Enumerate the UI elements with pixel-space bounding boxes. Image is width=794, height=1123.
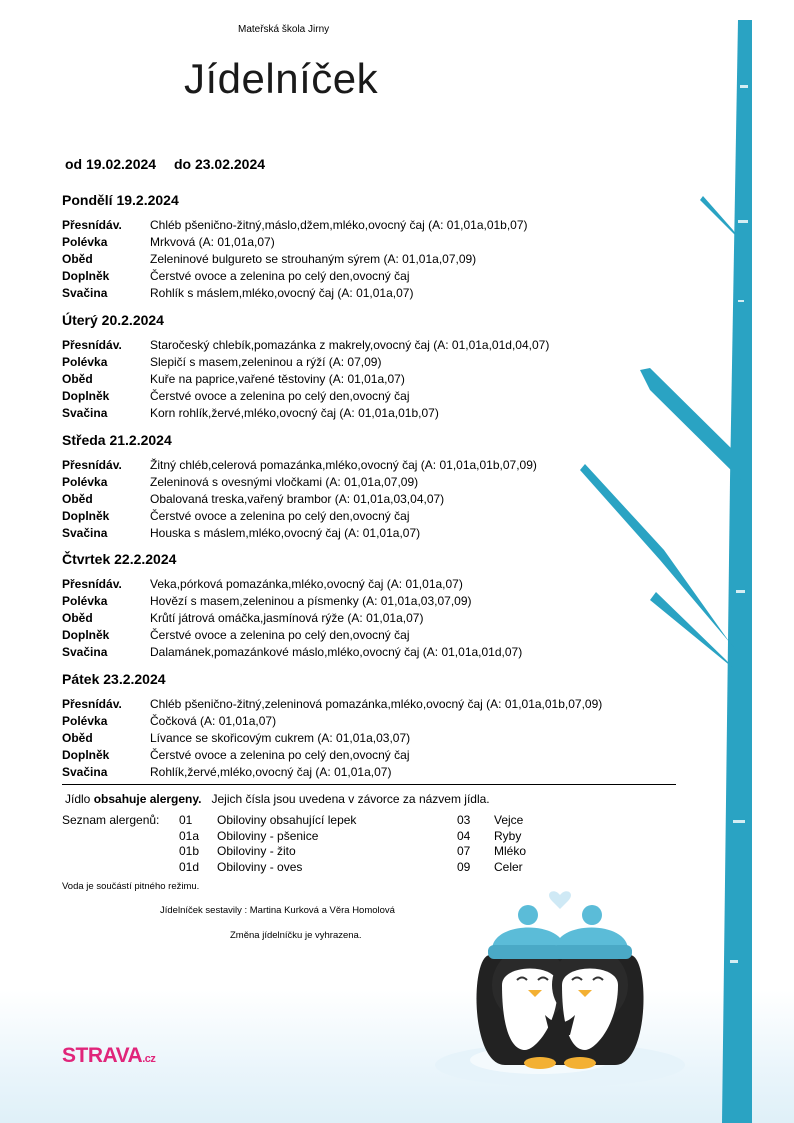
meal-text: Kuře na paprice,vařené těstoviny (A: 01,01a,07) xyxy=(150,372,405,386)
change-note: Změna jídelníčku je vyhrazena. xyxy=(230,930,362,941)
meal-label: Doplněk xyxy=(62,389,110,403)
allergen-code: 01d xyxy=(179,859,200,874)
meal-text: Lívance se skořicovým cukrem (A: 01,01a,03,07) xyxy=(150,731,411,745)
meal-label: Přesnídáv. xyxy=(62,218,122,232)
allergen-code: 09 xyxy=(457,859,471,874)
penguins-illustration xyxy=(430,875,690,1095)
meal-text: Rohlík s máslem,mléko,ovocný čaj (A: 01,01a,07) xyxy=(150,286,414,300)
day-title: Středa 21.2.2024 xyxy=(62,432,172,448)
authors-note: Jídelníček sestavily : Martina Kurková a Věra Homolová xyxy=(160,905,395,916)
meal-row xyxy=(62,644,682,661)
divider xyxy=(62,784,676,785)
meal-row xyxy=(62,474,682,491)
allergen-note-post: Jejich čísla jsou uvedena v závorce za názvem jídla. xyxy=(201,792,490,806)
allergen-name: Obiloviny obsahující lepek xyxy=(217,813,357,827)
day-section xyxy=(62,192,682,302)
meal-row xyxy=(62,405,682,422)
meal-row xyxy=(62,508,682,525)
meal-row xyxy=(62,337,682,354)
meal-label: Doplněk xyxy=(62,269,110,283)
allergen-name: Ryby xyxy=(494,828,522,843)
day-section xyxy=(62,551,682,661)
meal-row xyxy=(62,371,682,388)
strava-logo xyxy=(62,1044,155,1068)
meal-text: Hovězí s masem,zeleninou a písmenky (A: 01,01a,03,07,09) xyxy=(150,594,472,608)
meal-label: Svačina xyxy=(62,645,108,659)
meal-text: Obalovaná treska,vařený brambor (A: 01,01a,03,04,07) xyxy=(150,492,445,506)
meal-row xyxy=(62,610,682,627)
meal-row xyxy=(62,234,682,251)
meal-label: Svačina xyxy=(62,406,108,420)
meal-label: Svačina xyxy=(62,765,108,779)
meal-row xyxy=(62,593,682,610)
meal-label: Oběd xyxy=(62,252,93,266)
meal-label: Polévka xyxy=(62,475,108,489)
meal-row xyxy=(62,696,682,713)
logo-suffix: .cz xyxy=(142,1053,156,1065)
meal-row xyxy=(62,217,682,234)
allergen-code: 01a xyxy=(179,828,200,843)
page-title: Jídelníček xyxy=(184,55,379,102)
meal-label: Doplněk xyxy=(62,628,110,642)
meal-label: Přesnídáv. xyxy=(62,577,122,591)
meal-text: Čerstvé ovoce a zelenina po celý den,ovocný čaj xyxy=(150,748,410,762)
allergen-name: Mléko xyxy=(494,844,527,858)
meal-text: Veka,pórková pomazánka,mléko,ovocný čaj (A: 01,01a,07) xyxy=(150,577,463,591)
meal-label: Polévka xyxy=(62,235,108,249)
meal-row xyxy=(62,747,682,764)
meal-text: Čerstvé ovoce a zelenina po celý den,ovocný čaj xyxy=(150,509,410,523)
meal-row xyxy=(62,627,682,644)
meal-label: Oběd xyxy=(62,611,93,625)
meal-text: Mrkvová (A: 01,01a,07) xyxy=(150,235,275,249)
date-range xyxy=(65,156,279,172)
water-note: Voda je součástí pitného režimu. xyxy=(62,881,200,892)
allergen-name: Obiloviny - oves xyxy=(217,859,303,874)
allergen-name: Obiloviny - pšenice xyxy=(217,828,319,843)
allergen-note-bold: obsahuje alergeny. xyxy=(93,792,202,806)
meal-text: Chléb pšenično-žitný,máslo,džem,mléko,ovocný čaj (A: 01,01a,01b,07) xyxy=(150,218,528,232)
meal-label: Svačina xyxy=(62,526,108,540)
meal-label: Přesnídáv. xyxy=(62,697,122,711)
meal-row xyxy=(62,576,682,593)
meal-label: Polévka xyxy=(62,714,108,728)
allergen-note-pre: Jídlo xyxy=(65,792,94,806)
meal-text: Staročeský chlebík,pomazánka z makrely,ovocný čaj (A: 01,01a,01d,04,07) xyxy=(150,338,550,352)
date-from: od 19.02.2024 xyxy=(65,156,157,172)
allergen-name: Celer xyxy=(494,859,523,874)
day-title: Úterý 20.2.2024 xyxy=(62,312,164,328)
day-title: Pátek 23.2.2024 xyxy=(62,671,166,687)
school-name: Mateřská škola Jirny xyxy=(238,24,330,35)
meal-text: Houska s máslem,mléko,ovocný čaj (A: 01,01a,07) xyxy=(150,526,421,540)
meal-label: Oběd xyxy=(62,492,93,506)
meal-text: Žitný chléb,celerová pomazánka,mléko,ovocný čaj (A: 01,01a,01b,07,09) xyxy=(150,458,537,472)
date-to: do 23.02.2024 xyxy=(173,156,266,172)
meal-row xyxy=(62,730,682,747)
allergen-note xyxy=(65,792,490,806)
allergen-code: 03 xyxy=(457,813,471,827)
allergen-code: 01b xyxy=(179,844,200,858)
meal-row xyxy=(62,354,682,371)
meal-text: Čerstvé ovoce a zelenina po celý den,ovocný čaj xyxy=(150,269,410,283)
meal-text: Čočková (A: 01,01a,07) xyxy=(150,714,277,728)
meal-label: Svačina xyxy=(62,286,108,300)
meal-label: Oběd xyxy=(62,731,93,745)
meal-row xyxy=(62,388,682,405)
day-title: Pondělí 19.2.2024 xyxy=(62,192,179,208)
meal-row xyxy=(62,713,682,730)
day-section xyxy=(62,312,682,422)
meal-label: Polévka xyxy=(62,355,108,369)
meal-row xyxy=(62,764,682,781)
meal-text: Krůtí játrová omáčka,jasmínová rýže (A: 01,01a,07) xyxy=(150,611,424,625)
meal-row xyxy=(62,491,682,508)
day-section xyxy=(62,432,682,542)
meal-text: Zeleninové bulgureto se strouhaným sýrem (A: 01,01a,07,09) xyxy=(150,252,477,266)
meal-label: Oběd xyxy=(62,372,93,386)
meal-text: Rohlík,žervé,mléko,ovocný čaj (A: 01,01a,07) xyxy=(150,765,392,779)
meal-text: Zeleninová s ovesnými vločkami (A: 01,01a,07,09) xyxy=(150,475,419,489)
meal-text: Slepičí s masem,zeleninou a rýží (A: 07,09) xyxy=(150,355,382,369)
day-title: Čtvrtek 22.2.2024 xyxy=(62,551,177,567)
meal-text: Korn rohlík,žervé,mléko,ovocný čaj (A: 01,01a,01b,07) xyxy=(150,406,439,420)
meal-text: Čerstvé ovoce a zelenina po celý den,ovocný čaj xyxy=(150,389,410,403)
meal-text: Dalamánek,pomazánkové máslo,mléko,ovocný čaj (A: 01,01a,01d,07) xyxy=(150,645,523,659)
meal-label: Doplněk xyxy=(62,748,110,762)
allergen-name: Obiloviny - žito xyxy=(217,844,296,858)
allergen-code: 01 xyxy=(179,813,193,827)
meal-label: Polévka xyxy=(62,594,108,608)
day-section xyxy=(62,671,682,781)
meal-text: Chléb pšenično-žitný,zeleninová pomazánka,mléko,ovocný čaj (A: 01,01a,01b,07,09) xyxy=(150,697,603,711)
meal-row xyxy=(62,268,682,285)
logo-main: STRAVA xyxy=(62,1044,143,1067)
meal-row xyxy=(62,525,682,542)
allergen-code: 04 xyxy=(457,828,471,843)
allergen-code: 07 xyxy=(457,844,471,858)
meal-label: Přesnídáv. xyxy=(62,458,122,472)
meal-label: Přesnídáv. xyxy=(62,338,122,352)
allergen-name: Vejce xyxy=(494,813,524,827)
meal-row xyxy=(62,457,682,474)
meal-label: Doplněk xyxy=(62,509,110,523)
allergen-list-label: Seznam alergenů: xyxy=(62,813,160,827)
meal-text: Čerstvé ovoce a zelenina po celý den,ovocný čaj xyxy=(150,628,410,642)
meal-row xyxy=(62,251,682,268)
meal-row xyxy=(62,285,682,302)
